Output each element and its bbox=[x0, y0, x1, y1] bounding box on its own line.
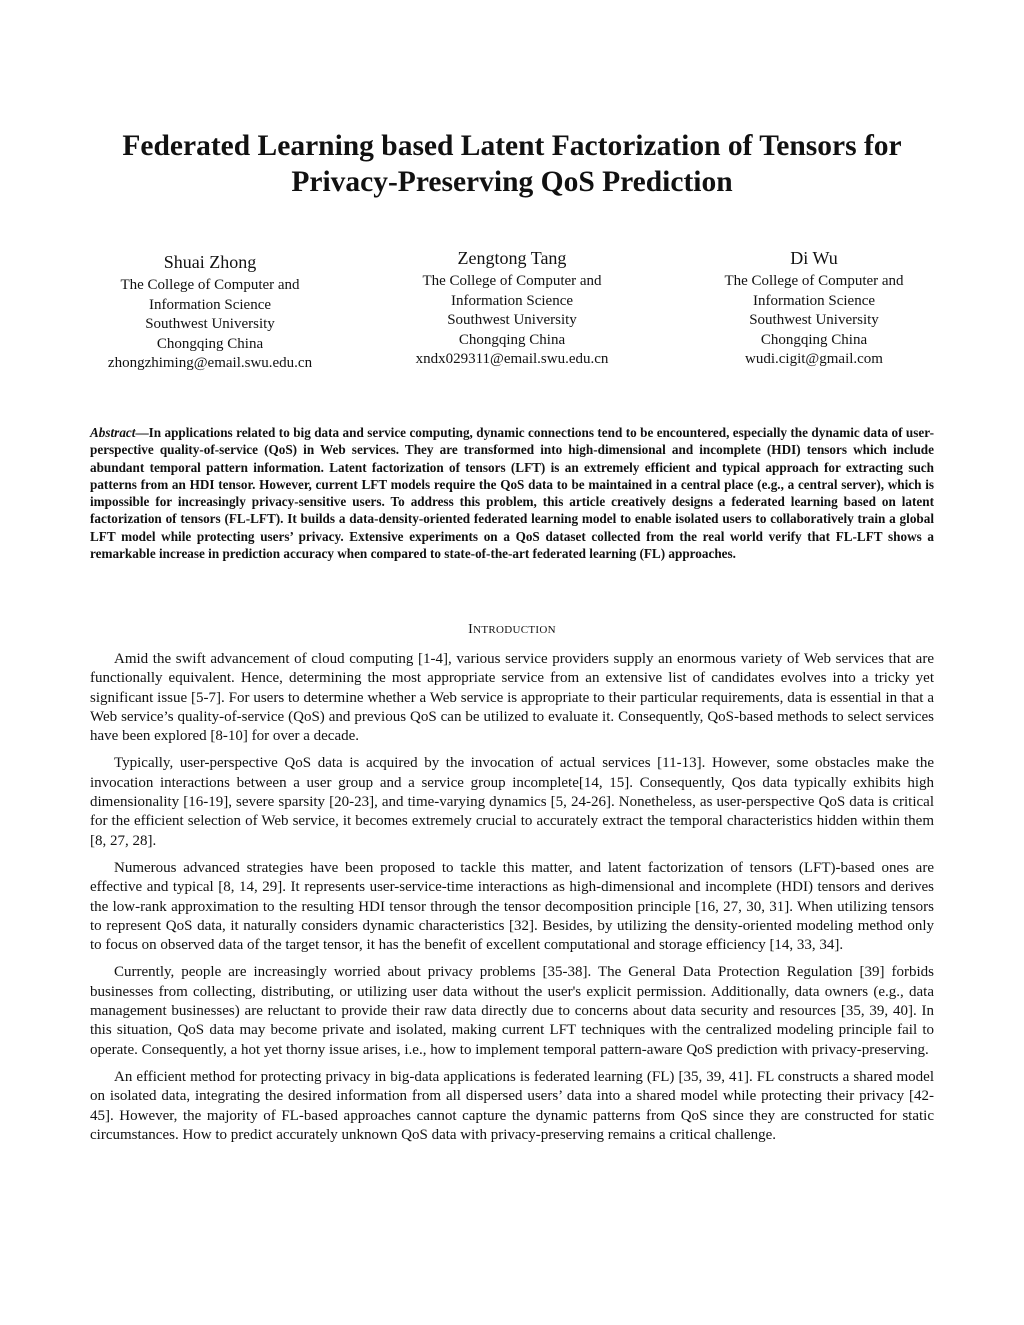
heading-rest: NTRODUCTION bbox=[473, 624, 556, 636]
author-dept-line-2: Information Science bbox=[148, 296, 272, 313]
abstract bbox=[90, 424, 934, 562]
author-dept-line-2: Information Science bbox=[450, 292, 574, 309]
author-location: Chongqing China bbox=[156, 335, 264, 352]
author-dept-line-1: The College of Computer and bbox=[120, 277, 300, 293]
author-block-1 bbox=[70, 250, 350, 374]
author-name: Zengtong Tang bbox=[457, 248, 567, 268]
author-university: Southwest University bbox=[145, 316, 275, 332]
title-line-1: Federated Learning based Latent Factorization of Tensors for bbox=[122, 130, 902, 162]
author-university: Southwest University bbox=[749, 312, 879, 328]
abstract-text: —In applications related to big data and service computing, dynamic connections tend to be encountered, especially the dynamic data of user-perspective quality-of-service (QoS) in Web services. They are transformed into high-dimensional and incomplete (HDI) tensors which include abundant temporal pattern information. Latent factorization of tensors (LFT) is an extremely efficient and typical approach for extracting such patterns from an HDI tensor. However, current LFT models require the QoS data to be maintained in a central place (e.g., a central server), which is impossible for increasingly privacy-sensitive users. To address this problem, this article creatively designs a federated learning based on latent factorization of tensors (FL-LFT). It builds a data-density-oriented federated learning model to enable isolated users to collaboratively train a global LFT model while protecting users’ privacy. Extensive experiments on a QoS dataset collected from the real world verify that FL-LFT shows a remarkable increase in prediction accuracy when compared to state-of-the-art federated learning (FL) approaches. bbox=[90, 425, 934, 562]
author-block-2 bbox=[372, 246, 652, 370]
author-location: Chongqing China bbox=[760, 331, 868, 348]
paragraph: An efficient method for protecting privacy in big-data applications is federated learning (FL) [35, 39, 41]. FL constructs a shared model on isolated data, integrating the desired information from all dispersed users’ data into a shared model while protecting their privacy [42-45]. However, the majority of FL-based approaches cannot capture the dynamic patterns from QoS since they are constructed for static circumstances. How to predict accurately unknown QoS data with privacy-preserving remains a critical challenge. bbox=[90, 1068, 934, 1143]
author-dept-line-1: The College of Computer and bbox=[422, 273, 602, 289]
author-dept-line-2: Information Science bbox=[752, 292, 876, 309]
author-email: zhongzhiming@email.swu.edu.cn bbox=[107, 355, 313, 371]
author-university: Southwest University bbox=[447, 312, 577, 328]
heading-initial: I bbox=[468, 622, 474, 637]
author-location: Chongqing China bbox=[458, 331, 566, 348]
paragraph: Typically, user-perspective QoS data is acquired by the invocation of actual services [11-13]. However, some obstacles make the invocation interactions between a user group and a service group incomplete[14, 15]. Consequently, Qos data typically exhibits high dimensionality [16-19], severe sparsity [20-23], and time-varying dynamics [5, 24-26]. Nonetheless, as user-perspective QoS data is critical for the efficient selection of Web service, it becomes extremely crucial to accurately extract the temporal characteristics hidden within them [8, 27, 28]. bbox=[90, 755, 934, 849]
section-heading-introduction bbox=[90, 622, 934, 638]
paragraph: Amid the swift advancement of cloud computing [1-4], various service providers supply an enormous variety of Web services that are functionally equivalent. Hence, determining the most appropriate service from an extensive list of candidates evolves into a tricky yet significant issue [5-7]. For users to determine whether a Web service is appropriate to their particular requirements, data is essential in that a Web service’s quality-of-service (QoS) and previous QoS can be utilized to evaluate it. Consequently, QoS-based methods to select services have been explored [8-10] for over a decade. bbox=[90, 651, 934, 745]
author-email: xndx029311@email.swu.edu.cn bbox=[415, 351, 609, 367]
paragraph: Numerous advanced strategies have been proposed to tackle this matter, and latent factorization of tensors (LFT)-based ones are effective and typical [8, 14, 29]. It represents user-service-time interactions as high-dimensional and incomplete (HDI) tensors and derives the low-rank approximation to the resulting HDI tensor through the tensor decomposition principle [16, 27, 30, 31]. When utilizing tensors to represent QoS data, it naturally considers dynamic characteristics [32]. Besides, by utilizing the density-oriented modeling method only to focus on observed data of the target tensor, it has the benefit of excellent computational and storage efficiency [14, 33, 34]. bbox=[90, 859, 934, 954]
introduction-body bbox=[90, 650, 934, 1153]
author-email: wudi.cigit@gmail.com bbox=[745, 351, 883, 367]
title-line-2: Privacy-Preserving QoS Prediction bbox=[291, 166, 733, 198]
abstract-label: Abstract bbox=[90, 425, 136, 440]
author-name: Di Wu bbox=[790, 248, 838, 268]
author-block-3 bbox=[674, 246, 954, 370]
author-name: Shuai Zhong bbox=[163, 252, 257, 272]
paragraph: Currently, people are increasingly worried about privacy problems [35-38]. The General Data Protection Regulation [39] forbids businesses from collecting, distributing, or utilizing user data without the user's explicit permission. Additionally, data owners (e.g., data management businesses) are reluctant to provide their raw data directly due to concerns about data security and resources [35, 39, 40]. In this situation, QoS data may become private and isolated, making current LFT techniques with the centralized modeling principle fail to operate. Consequently, a hot yet thorny issue arises, i.e., how to implement temporal pattern-aware QoS prediction with privacy-preserving. bbox=[90, 964, 934, 1058]
paper-title bbox=[90, 128, 934, 200]
author-dept-line-1: The College of Computer and bbox=[724, 273, 904, 289]
